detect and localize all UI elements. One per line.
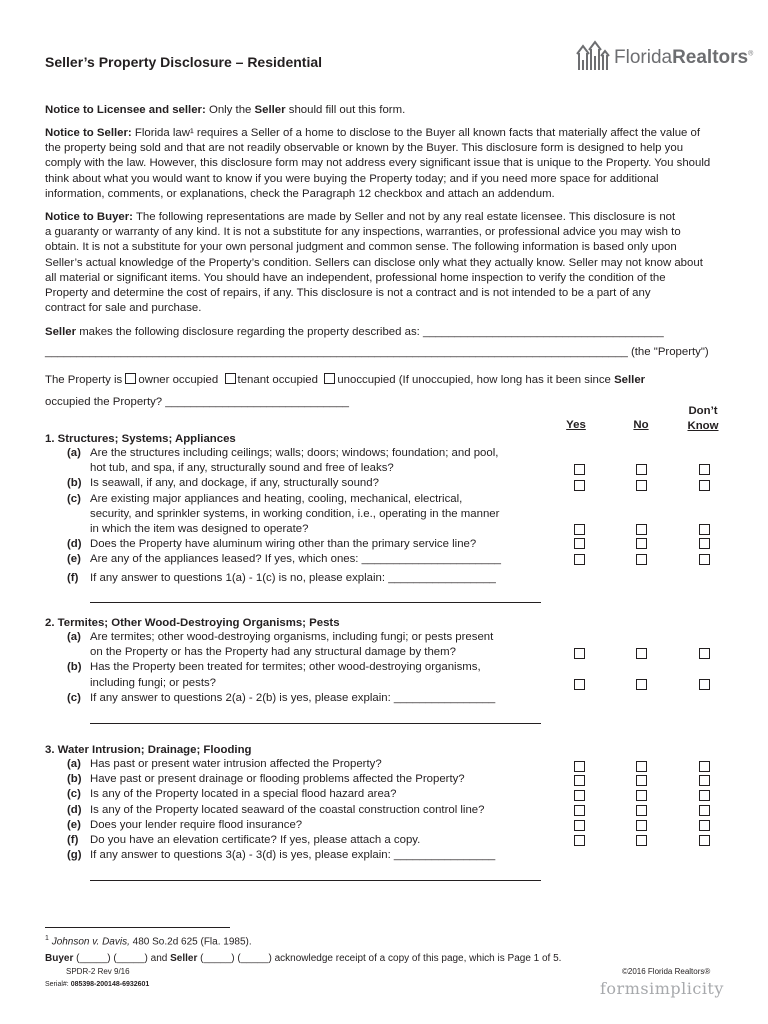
question-3e-no-checkbox[interactable] <box>636 820 647 831</box>
question-3b-yes-checkbox[interactable] <box>574 775 585 786</box>
question-1b: (b) Is seawall, if any, and dockage, if any, structurally sound? <box>67 477 379 490</box>
question-3b-dont-know-checkbox[interactable] <box>699 775 710 786</box>
column-no: No <box>633 419 649 431</box>
question-3e: (e) Does your lender require flood insurance? <box>67 818 303 831</box>
question-3c: (c) Is any of the Property located in a special flood hazard area? <box>67 788 397 801</box>
question-2c: (c) If any answer to questions 2(a) - 2(b) is yes, please explain: ________________ <box>67 691 496 704</box>
question-3a-no-checkbox[interactable] <box>636 761 647 772</box>
question-3g: (g) If any answer to questions 3(a) - 3(d) is yes, please explain: ________________ <box>67 849 496 862</box>
question-3f-yes-checkbox[interactable] <box>574 835 585 846</box>
question-1c-dont-know-checkbox[interactable] <box>699 524 710 535</box>
question-2a: (a) Are termites; other wood-destroying organisms, including fungi; or pests present <box>67 631 494 643</box>
question-3a-yes-checkbox[interactable] <box>574 761 585 772</box>
question-1a: (a) Are the structures including ceilings; walls; doors; windows; foundation; and pool, <box>67 447 499 459</box>
question-3e-dont-know-checkbox[interactable] <box>699 820 710 831</box>
question-1e-yes-checkbox[interactable] <box>574 554 585 565</box>
question-1b-dont-know-checkbox[interactable] <box>699 480 710 491</box>
question-2b-dont-know-checkbox[interactable] <box>699 679 710 690</box>
question-2b-no-checkbox[interactable] <box>636 679 647 690</box>
form-id: SPDR-2 Rev 9/16 <box>66 967 130 976</box>
question-1a-yes-checkbox[interactable] <box>574 464 585 475</box>
question-1e-no-checkbox[interactable] <box>636 554 647 565</box>
question-3f: (f) Do you have an elevation certificate? If yes, please attach a copy. <box>67 834 421 847</box>
question-1e: (e) Are any of the appliances leased? If yes, which ones: ______________________ <box>67 553 502 566</box>
licensee-notice: Notice to Licensee and seller: Only the Seller should fill out this form. <box>45 104 406 116</box>
question-1e-dont-know-checkbox[interactable] <box>699 554 710 565</box>
column-dont-know: Don’t Know <box>687 405 719 433</box>
section-1-questions: (a) Are the structures including ceilings; walls; doors; windows; foundation; and pool, hot tub, and spa, if any, structurally sound and free of leaks? (b) Is seawall, if any, and dockage, if any, structurally sound? (c) Are existing major appliances and heating, cooling, mechanical, electrical, security, and sprinkler systems, in working condition, i.e., operating in the manner in which the item was designed to operate? (d) Does the Property have aluminum wiring other than the primary service line? (e) Are any of the appliances leased? If yes, which ones: ______________________ (f) If any answer to questions 1(a) - 1(c) is no, please explain: _________________ <box>67 446 501 586</box>
section-1-heading: 1. Structures; Systems; Appliances <box>45 433 236 445</box>
question-1b-no-checkbox[interactable] <box>636 480 647 491</box>
owner-occupied-checkbox[interactable] <box>125 373 136 384</box>
question-3d-yes-checkbox[interactable] <box>574 805 585 816</box>
explain-line-3[interactable] <box>90 880 541 881</box>
explain-line-1[interactable] <box>90 602 541 603</box>
question-3a: (a) Has past or present water intrusion affected the Property? <box>67 758 382 770</box>
question-3b: (b) Have past or present drainage or flooding problems affected the Property? <box>67 773 465 786</box>
serial-number: Serial#: 085398-200148-6932601 <box>45 981 150 988</box>
question-1d-no-checkbox[interactable] <box>636 538 647 549</box>
houses-icon <box>574 40 610 74</box>
formsimplicity-brand: formsimplicity <box>600 979 724 998</box>
question-3f-dont-know-checkbox[interactable] <box>699 835 710 846</box>
question-1b-yes-checkbox[interactable] <box>574 480 585 491</box>
question-2b-yes-checkbox[interactable] <box>574 679 585 690</box>
question-1c-yes-checkbox[interactable] <box>574 524 585 535</box>
copyright: ©2016 Florida Realtors® <box>622 967 711 976</box>
question-1a-no-checkbox[interactable] <box>636 464 647 475</box>
section-3-questions <box>67 757 495 863</box>
tenant-occupied-checkbox[interactable] <box>225 373 236 384</box>
question-1d-dont-know-checkbox[interactable] <box>699 538 710 549</box>
explain-line-2[interactable] <box>90 723 541 724</box>
occupancy-line: The Property is owner occupied tenant occupied unoccupied (If unoccupied, how long has it been since Seller <box>45 374 646 386</box>
property-description-line[interactable]: Seller makes the following disclosure regarding the property described as: ______________________________________ <box>45 326 664 338</box>
section-3-heading: 3. Water Intrusion; Drainage; Flooding <box>45 744 252 756</box>
question-1c: (c) Are existing major appliances and heating, cooling, mechanical, electrical, <box>67 492 463 505</box>
question-3d-no-checkbox[interactable] <box>636 805 647 816</box>
footnote: $^1$ Johnson v. Davis, 480 So.2d 625 (Fla. 1985). <box>45 935 252 948</box>
question-1d-yes-checkbox[interactable] <box>574 538 585 549</box>
question-3e-yes-checkbox[interactable] <box>574 820 585 831</box>
question-2b: (b) Has the Property been treated for termites; other wood-destroying organisms, <box>67 661 481 674</box>
question-3d-dont-know-checkbox[interactable] <box>699 805 710 816</box>
question-2a-dont-know-checkbox[interactable] <box>699 648 710 659</box>
occupied-since-line[interactable]: occupied the Property? _____________________________ <box>45 396 350 408</box>
question-3b-no-checkbox[interactable] <box>636 775 647 786</box>
column-yes: Yes <box>566 419 586 431</box>
seller-notice: Notice to Seller: Florida law¹ requires a Seller of a home to disclose to the Buyer all known facts that materially affect the value of the property being sold and that are not readily observable or known by the Buyer. This disclosure form is designed to help you comply with the law. However, this disclosure form may not address every significant issue that is unique to the Property. You should think about what you would want to know if you were buying the Property today; and if you need more space for additional information, comments, or explanations, check the Paragraph 12 checkbox and attach an addendum. <box>45 127 711 200</box>
question-2a-no-checkbox[interactable] <box>636 648 647 659</box>
acknowledgement-line[interactable]: Buyer (_____) (_____) and Seller (_____) (_____) acknowledge receipt of a copy of this page, which is Page 1 of 5. <box>45 953 562 964</box>
question-3c-dont-know-checkbox[interactable] <box>699 790 710 801</box>
buyer-notice: Notice to Buyer: The following representations are made by Seller and not by any real estate licensee. This disclosure is not a guaranty or warranty of any kind. It is not a substitute for any inspections, warranties, or professional advice you may wish to obtain. It is not a substitute for your own personal judgment and common sense. The following information is based only upon Seller’s actual knowledge of the Property’s condition. Sellers can disclose only what they actually know. Seller may not know about all material or significant items. You should have an independent, professional home inspection to verify the condition of the Property and determine the cost of repairs, if any. This disclosure is not a contract and is not intended to be a part of any contract for sale and purchase. <box>45 211 703 315</box>
question-3f-no-checkbox[interactable] <box>636 835 647 846</box>
question-1a-dont-know-checkbox[interactable] <box>699 464 710 475</box>
florida-realtors-logo <box>574 38 754 78</box>
footnote-rule <box>45 927 230 928</box>
question-3c-yes-checkbox[interactable] <box>574 790 585 801</box>
section-2-heading: 2. Termites; Other Wood-Destroying Organisms; Pests <box>45 617 340 629</box>
question-1c-no-checkbox[interactable] <box>636 524 647 535</box>
question-3c-no-checkbox[interactable] <box>636 790 647 801</box>
question-2a-yes-checkbox[interactable] <box>574 648 585 659</box>
question-1d: (d) Does the Property have aluminum wiring other than the primary service line? <box>67 538 477 551</box>
question-3d: (d) Is any of the Property located seaward of the coastal construction control line? <box>67 803 485 816</box>
property-address-line[interactable]: ____________________________________________________________________________________________ (the "Property") <box>45 346 709 358</box>
logo-text: FloridaRealtors® <box>614 47 754 68</box>
question-1f: (f) If any answer to questions 1(a) - 1(c) is no, please explain: _________________ <box>67 571 496 584</box>
page-title: Seller’s Property Disclosure – Residential <box>45 54 323 70</box>
question-3a-dont-know-checkbox[interactable] <box>699 761 710 772</box>
unoccupied-checkbox[interactable] <box>324 373 335 384</box>
section-2-questions: (a) Are termites; other wood-destroying organisms, including fungi; or pests present on the Property or has the Property had any structural damage by them? (b) Has the Property been treated for termites; other wood-destroying organisms, including fungi; or pests? (c) If any answer to questions 2(a) - 2(b) is yes, please explain: ________________ <box>67 630 495 706</box>
